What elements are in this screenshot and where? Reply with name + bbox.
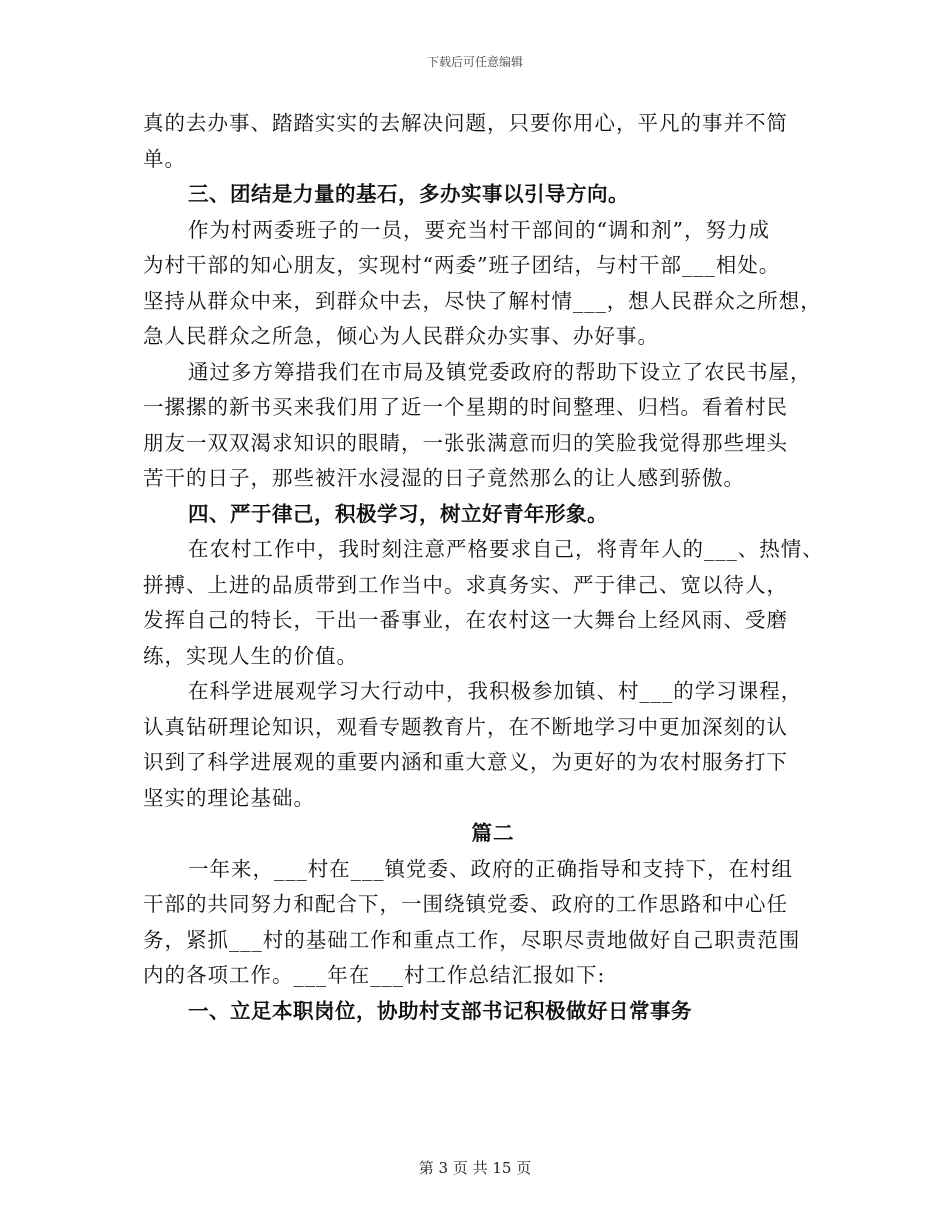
body-line: 单。 <box>143 146 186 171</box>
body-line: 坚实的理论基础。 <box>143 785 315 810</box>
body-line: 拼搏、上进的品质带到工作当中。求真务实、严于律己、宽以待人， <box>143 572 788 597</box>
body-line: 坚持从群众中来，到群众中去，尽快了解村情___，想人民群众之所想， <box>143 288 822 313</box>
body-line: 一年来，___村在___镇党委、政府的正确指导和支持下，在村组 <box>188 856 793 881</box>
document-body <box>143 106 823 1029</box>
body-line: 内的各项工作。___年在___村工作总结汇报如下: <box>143 963 606 987</box>
body-line: 练，实现人生的价值。 <box>143 643 358 668</box>
body-line: 一摞摞的新书买来我们用了近一个星期的时间整理、归档。看着村民 <box>143 395 788 419</box>
chapter-title: 篇二 <box>471 821 515 845</box>
body-line: 认真钻研理论知识，观看专题教育片，在不断地学习中更加深刻的认 <box>143 714 788 739</box>
body-line: 务，紧抓___村的基础工作和重点工作，尽职尽责地做好自己职责范围 <box>143 927 801 952</box>
body-line: 作为村两委班子的一员，要充当村干部间的“调和剂”，努力成 <box>188 217 770 242</box>
body-line: 干部的共同努力和配合下，一围绕镇党委、政府的工作思路和中心任 <box>143 892 788 916</box>
body-line: 发挥自己的特长，干出一番事业，在农村这一大舞台上经风雨、受磨 <box>143 608 788 632</box>
body-line: 朋友一双双渴求知识的眼睛，一张张满意而归的笑脸我觉得那些埋头 <box>143 430 788 455</box>
page-number: 第 3 页 共 15 页 <box>418 1159 532 1177</box>
body-line: 在农村工作中，我时刻注意严格要求自己，将青年人的___、热情、 <box>188 537 824 561</box>
body-line: 急人民群众之所急，倾心为人民群众办实事、办好事。 <box>143 324 659 348</box>
body-line: 苦干的日子，那些被汗水浸湿的日子竟然那么的让人感到骄傲。 <box>143 466 745 490</box>
body-line: 为村干部的知心朋友，实现村“两委”班子团结，与村干部___相处。 <box>143 253 781 277</box>
header-note: 下载后可任意编辑 <box>426 55 523 69</box>
body-line: 通过多方筹措我们在市局及镇党委政府的帮助下设立了农民书屋， <box>188 359 812 384</box>
body-line: 真的去办事、踏踏实实的去解决问题，只要你用心，平凡的事并不简 <box>143 111 788 135</box>
body-line: 在科学进展观学习大行动中，我积极参加镇、村___的学习课程， <box>188 679 803 703</box>
section-heading: 一、立足本职岗位，协助村支部书记积极做好日常事务 <box>188 998 692 1023</box>
section-heading: 三、团结是力量的基石，多办实事以引导方向。 <box>188 182 629 206</box>
body-line: 识到了科学进展观的重要内涵和重大意义，为更好的为农村服务打下 <box>143 750 788 774</box>
section-heading: 四、严于律己，积极学习，树立好青年形象。 <box>188 501 608 526</box>
